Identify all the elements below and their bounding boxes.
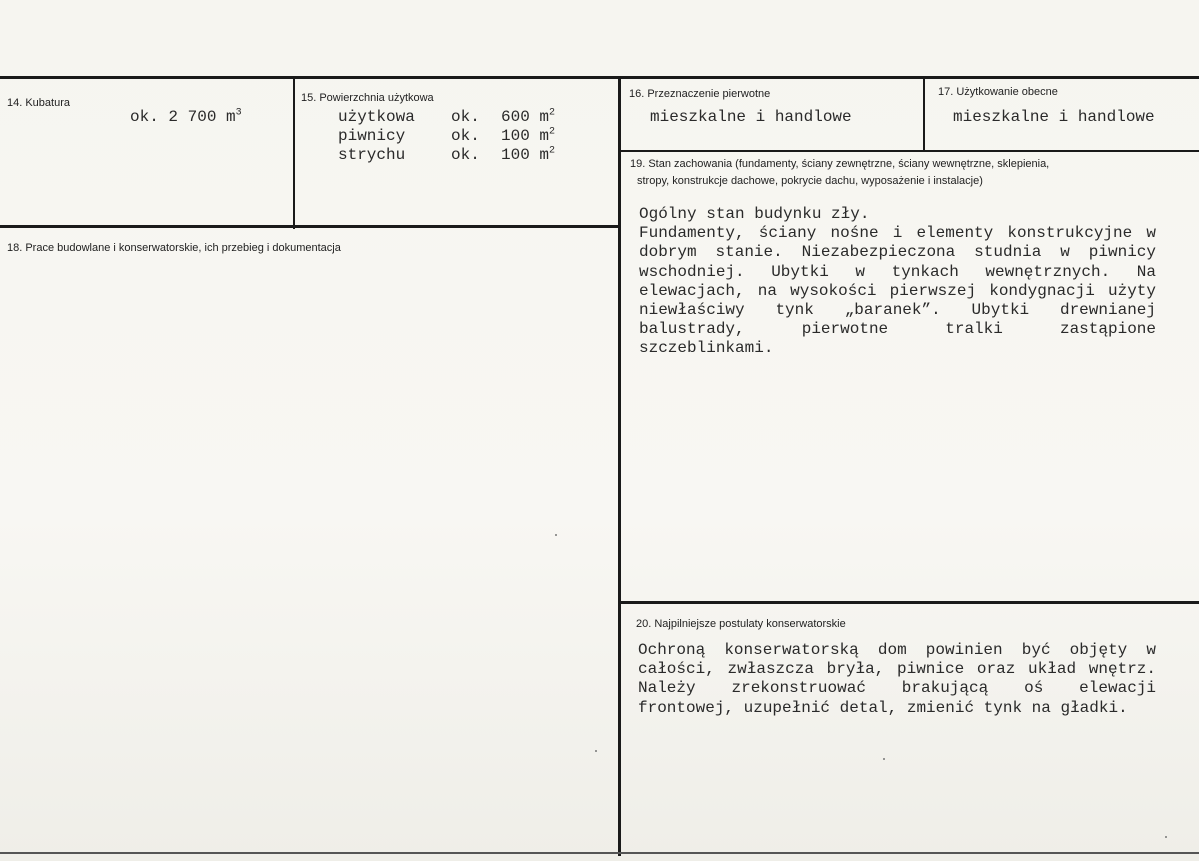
field-17-value: mieszkalne i handlowe (953, 108, 1155, 126)
area-row-name: piwnicy (338, 127, 406, 145)
field-19-label-line2: stropy, konstrukcje dachowe, pokrycie dachu, wyposażenie i instalacje) (637, 175, 983, 187)
paper-speck (1165, 836, 1167, 838)
line-under-14-15 (0, 225, 620, 228)
field-19-text (639, 205, 1156, 359)
area-row-value-text: 600 m (501, 108, 550, 126)
area-row-sup: 2 (549, 145, 556, 157)
area-row-value (501, 146, 555, 164)
area-row (0, 108, 620, 127)
field-17-label: 17. Użytkowanie obecne (938, 86, 1058, 98)
area-row-value (501, 127, 555, 145)
field-19-paragraph-2: Fundamenty, ściany nośne i elementy konstrukcyjne w dobrym stanie. Niezabezpieczona studnia w piwnicy wschodniej. Ubytki w tynkach wewnętrznych. Na elewacjach, na wysokości pierwszej kondygnacji użyty niewłaściwy tynk „baranek”. Ubytki drewnianej balustrady, pierwotne tralki zastąpione szczeblinkami. (639, 224, 1156, 358)
field-14-label: 14. Kubatura (7, 97, 70, 109)
line-above-20 (620, 601, 1199, 604)
area-row-approx: ok. (451, 127, 480, 145)
divider-16-17 (923, 78, 925, 150)
area-row-name: strychu (338, 146, 406, 164)
area-row (0, 146, 620, 165)
top-border-line (0, 76, 1199, 79)
area-row-approx: ok. (451, 146, 480, 164)
field-16-label: 16. Przeznaczenie pierwotne (629, 88, 771, 100)
field-18-label: 18. Prace budowlane i konserwatorskie, ich przebieg i dokumentacja (7, 242, 341, 254)
divider-left-right (618, 78, 621, 856)
area-row-value (501, 108, 555, 126)
field-19-paragraph-1: Ogólny stan budynku zły. (639, 205, 870, 223)
line-under-16-17 (620, 150, 1199, 152)
field-14-unit-sup: 3 (235, 107, 242, 119)
field-20-text: Ochroną konserwatorską dom powinien być objęty w całości, zwłaszcza bryła, piwnice oraz układ wnętrz. Należy zrekonstruować brakującą oś elewacji frontowej, uzupełnić detal, zmienić tynk na gładki. (638, 641, 1156, 717)
area-row-name: użytkowa (338, 108, 415, 126)
area-row-approx: ok. (451, 108, 480, 126)
area-row-sup: 2 (549, 126, 556, 138)
paper-speck (555, 534, 557, 536)
field-19-label-line1: 19. Stan zachowania (fundamenty, ściany zewnętrzne, ściany wewnętrzne, sklepienia, (630, 158, 1050, 170)
field-15-label: 15. Powierzchnia użytkowa (301, 92, 434, 104)
paper-speck (595, 750, 597, 752)
field-14-value-text: ok. 2 700 m (130, 108, 236, 126)
bottom-border-line (0, 852, 1199, 854)
paper-speck (883, 758, 885, 760)
area-row-value-text: 100 m (501, 127, 550, 145)
area-row-value-text: 100 m (501, 146, 550, 164)
field-20-label: 20. Najpilniejsze postulaty konserwatorskie (636, 618, 846, 630)
field-16-value: mieszkalne i handlowe (650, 108, 852, 126)
area-row-sup: 2 (549, 107, 556, 119)
area-row (0, 127, 620, 146)
